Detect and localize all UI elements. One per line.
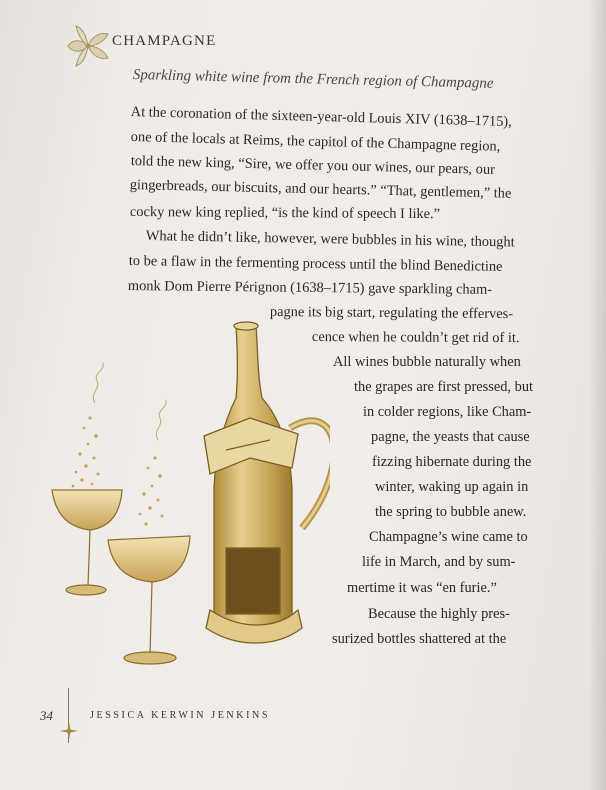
body-line: cence when he couldn’t get rid of it.: [311, 329, 520, 347]
body-line: to be a flaw in the fermenting process until the blind Benedictine: [128, 253, 503, 275]
body-line: fizzing hibernate during the: [372, 454, 532, 470]
body-line: Because the highly pres-: [368, 606, 510, 622]
body-line: mertime it was “en furie.”: [347, 580, 497, 596]
body-line: the spring to bubble anew.: [375, 504, 527, 520]
body-line: Champagne’s wine came to: [369, 529, 528, 545]
body-line: life in March, and by sum-: [362, 554, 516, 570]
body-line: one of the locals at Reims, the capitol of the Champagne region,: [130, 129, 501, 155]
body-line: cocky new king replied, “is the kind of speech I like.”: [129, 204, 441, 223]
running-head-author: JESSICA KERWIN JENKINS: [90, 710, 270, 721]
body-line: All wines bubble naturally when: [333, 354, 521, 370]
body-line: At the coronation of the sixteen-year-old Louis XIV (1638–1715),: [130, 104, 512, 130]
page-gutter-shadow: [588, 0, 606, 790]
champagne-bottle-and-glasses-icon: [40, 318, 330, 678]
body-line: What he didn’t like, however, were bubbles in his wine, thought: [145, 228, 515, 251]
body-line: winter, waking up again in: [375, 479, 529, 495]
chapter-subtitle: Sparkling white wine from the French region of Champagne: [132, 67, 494, 92]
body-line: in colder regions, like Cham-: [363, 404, 532, 420]
body-line: surized bottles shattered at the: [332, 631, 507, 647]
body-line: gingerbreads, our biscuits, and our hearts.” “That, gentlemen,” the: [129, 177, 512, 202]
body-line: the grapes are first pressed, but: [354, 379, 534, 395]
body-line: pagne, the yeasts that cause: [371, 429, 530, 445]
body-line: monk Dom Pierre Pérignon (1638–1715) gave sparkling cham-: [127, 278, 493, 298]
page-number: 34: [40, 708, 53, 723]
body-line: pagne its big start, regulating the efferves-: [269, 304, 514, 323]
star-ornament-icon: [60, 722, 78, 740]
chapter-title: CHAMPAGNE: [112, 33, 217, 49]
body-line: told the new king, “Sire, we offer you our wines, our pears, our: [130, 153, 496, 178]
leaf-flourish-icon: [62, 22, 114, 70]
